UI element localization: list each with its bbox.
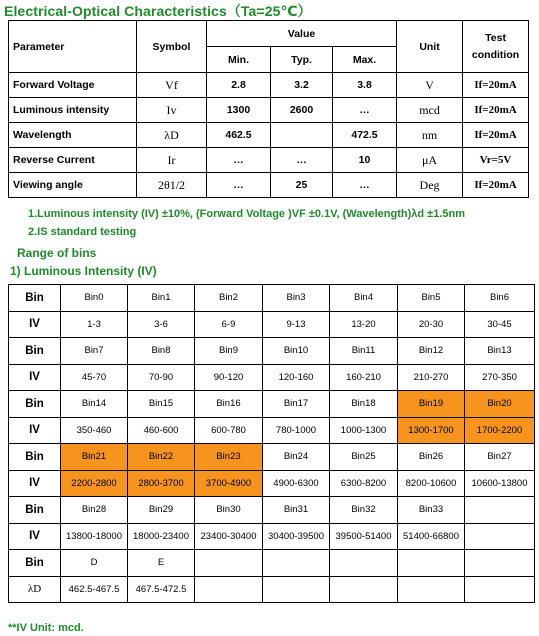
bins-row-label: IV [9, 470, 61, 497]
header-parameter: Parameter [9, 21, 137, 73]
bins-table-row [9, 417, 535, 444]
bins-cell: Bin15 [128, 391, 195, 418]
bins-cell: 30-45 [465, 311, 535, 338]
eo-cell-parameter: Luminous intensity [9, 98, 137, 123]
bins-cell: Bin20 [465, 391, 535, 418]
bins-cell: Bin26 [398, 444, 465, 471]
eo-table-body [9, 73, 529, 198]
bins-cell: 45-70 [61, 364, 128, 391]
bins-cell [263, 576, 330, 603]
header-value: Value [207, 21, 397, 47]
bins-cell: Bin9 [195, 338, 263, 365]
note-tolerance: 1.Luminous intensity (IV) ±10%, (Forward Voltage )VF ±0.1V, (Wavelength)λd ±1.5nm [28, 208, 466, 220]
range-of-bins-heading: Range of bins [17, 246, 97, 260]
bins-cell: 9-13 [263, 311, 330, 338]
eo-cell-max: … [333, 98, 397, 123]
bins-cell [195, 576, 263, 603]
bins-cell: Bin27 [465, 444, 535, 471]
bins-cell: 18000-23400 [128, 523, 195, 550]
bins-cell [465, 523, 535, 550]
header-unit: Unit [397, 21, 463, 73]
bins-table-row [9, 576, 535, 603]
bins-cell: Bin17 [263, 391, 330, 418]
bins-table-row [9, 523, 535, 550]
eo-table-row [9, 173, 529, 198]
bins-table-row [9, 550, 535, 577]
bins-cell [398, 576, 465, 603]
bins-cell: 4900-6300 [263, 470, 330, 497]
bins-cell: Bin12 [398, 338, 465, 365]
bins-cell [330, 550, 398, 577]
bins-cell: 600-780 [195, 417, 263, 444]
eo-cell-parameter: Wavelength [9, 123, 137, 148]
bins-cell: 20-30 [398, 311, 465, 338]
bins-cell: Bin28 [61, 497, 128, 524]
bins-cell: Bin4 [330, 285, 398, 312]
eo-cell-unit: Deg [397, 173, 463, 198]
bins-cell: Bin23 [195, 444, 263, 471]
bins-cell: 30400-39500 [263, 523, 330, 550]
bins-cell: Bin25 [330, 444, 398, 471]
bins-table-row [9, 364, 535, 391]
bins-cell: 462.5-467.5 [61, 576, 128, 603]
bins-cell: Bin10 [263, 338, 330, 365]
eo-cell-max: … [333, 173, 397, 198]
eo-table-row [9, 73, 529, 98]
bins-table-row [9, 444, 535, 471]
eo-cell-condition: If=20mA [463, 73, 529, 98]
bins-cell: 1-3 [61, 311, 128, 338]
bins-cell: Bin8 [128, 338, 195, 365]
eo-cell-condition: If=20mA [463, 173, 529, 198]
bins-cell: 1300-1700 [398, 417, 465, 444]
bins-cell: Bin22 [128, 444, 195, 471]
bins-cell: Bin1 [128, 285, 195, 312]
bins-cell: Bin0 [61, 285, 128, 312]
bins-cell: Bin21 [61, 444, 128, 471]
header-typ: Typ. [271, 47, 333, 73]
bins-cell: 8200-10600 [398, 470, 465, 497]
bins-row-label: Bin [9, 550, 61, 577]
bins-cell: Bin11 [330, 338, 398, 365]
bins-cell: 3-6 [128, 311, 195, 338]
bins-cell: 10600-13800 [465, 470, 535, 497]
bins-cell [465, 576, 535, 603]
bins-table-row [9, 285, 535, 312]
bins-cell: 6-9 [195, 311, 263, 338]
bins-table-row [9, 311, 535, 338]
bins-table-row [9, 391, 535, 418]
header-symbol: Symbol [137, 21, 207, 73]
eo-cell-max: 10 [333, 148, 397, 173]
eo-cell-unit: nm [397, 123, 463, 148]
electrical-optical-table [8, 20, 529, 198]
eo-cell-symbol: Vf [137, 73, 207, 98]
eo-cell-min: … [207, 148, 271, 173]
bins-cell: Bin2 [195, 285, 263, 312]
bins-cell: 1700-2200 [465, 417, 535, 444]
bins-table-row [9, 470, 535, 497]
bins-table-row [9, 338, 535, 365]
eo-cell-min: 462.5 [207, 123, 271, 148]
eo-cell-unit: mcd [397, 98, 463, 123]
bins-cell: 3700-4900 [195, 470, 263, 497]
bins-cell: Bin24 [263, 444, 330, 471]
header-test-condition: Test condition [463, 21, 529, 73]
bins-row-label: Bin [9, 497, 61, 524]
bins-cell: 51400-66800 [398, 523, 465, 550]
bins-row-label: IV [9, 364, 61, 391]
bins-cell: 90-120 [195, 364, 263, 391]
eo-cell-parameter: Forward Voltage [9, 73, 137, 98]
eo-cell-unit: V [397, 73, 463, 98]
bins-row-label: λD [9, 576, 61, 603]
bins-cell: Bin14 [61, 391, 128, 418]
eo-cell-min: … [207, 173, 271, 198]
bins-cell: Bin7 [61, 338, 128, 365]
eo-cell-parameter: Reverse Current [9, 148, 137, 173]
bins-cell: 210-270 [398, 364, 465, 391]
bins-cell: 780-1000 [263, 417, 330, 444]
bins-row-label: Bin [9, 391, 61, 418]
bins-row-label: Bin [9, 444, 61, 471]
bins-cell [465, 497, 535, 524]
bins-cell: Bin33 [398, 497, 465, 524]
bins-cell: Bin31 [263, 497, 330, 524]
bins-cell: Bin18 [330, 391, 398, 418]
bins-cell: Bin6 [465, 285, 535, 312]
eo-cell-symbol: Iv [137, 98, 207, 123]
eo-cell-condition: Vr=5V [463, 148, 529, 173]
luminous-intensity-heading: 1) Luminous Intensity (IV) [10, 264, 157, 278]
eo-table-row [9, 98, 529, 123]
bins-row-label: Bin [9, 338, 61, 365]
bins-cell: Bin3 [263, 285, 330, 312]
bins-cell: 160-210 [330, 364, 398, 391]
bins-cell: 13-20 [330, 311, 398, 338]
eo-cell-typ: … [271, 148, 333, 173]
eo-cell-condition: If=20mA [463, 123, 529, 148]
bins-cell: D [61, 550, 128, 577]
bins-cell: 1000-1300 [330, 417, 398, 444]
bins-cell: 2200-2800 [61, 470, 128, 497]
eo-cell-symbol: Ir [137, 148, 207, 173]
bins-cell [195, 550, 263, 577]
bins-cell: Bin16 [195, 391, 263, 418]
eo-cell-typ [271, 123, 333, 148]
bins-cell [263, 550, 330, 577]
bins-cell: 350-460 [61, 417, 128, 444]
eo-cell-min: 2.8 [207, 73, 271, 98]
header-min: Min. [207, 47, 271, 73]
eo-cell-min: 1300 [207, 98, 271, 123]
header-max: Max. [333, 47, 397, 73]
bins-table-body [9, 285, 535, 603]
page-title: Electrical-Optical Characteristics（Ta=25℃） [4, 3, 312, 19]
bins-cell: Bin19 [398, 391, 465, 418]
bins-cell: 460-600 [128, 417, 195, 444]
bins-table [8, 284, 535, 603]
bins-cell: 13800-18000 [61, 523, 128, 550]
eo-cell-max: 3.8 [333, 73, 397, 98]
eo-cell-typ: 3.2 [271, 73, 333, 98]
bins-cell: Bin30 [195, 497, 263, 524]
eo-cell-max: 472.5 [333, 123, 397, 148]
bins-row-label: IV [9, 523, 61, 550]
bins-cell: Bin5 [398, 285, 465, 312]
bins-row-label: IV [9, 311, 61, 338]
eo-cell-unit: μA [397, 148, 463, 173]
bins-cell: 2800-3700 [128, 470, 195, 497]
eo-table-row [9, 148, 529, 173]
bins-cell: Bin29 [128, 497, 195, 524]
eo-cell-typ: 25 [271, 173, 333, 198]
bins-cell [330, 576, 398, 603]
eo-cell-parameter: Viewing angle [9, 173, 137, 198]
eo-cell-typ: 2600 [271, 98, 333, 123]
bins-cell: 270-350 [465, 364, 535, 391]
bins-row-label: Bin [9, 285, 61, 312]
bins-cell [398, 550, 465, 577]
eo-table-row [9, 123, 529, 148]
bins-cell [465, 550, 535, 577]
bins-cell: Bin32 [330, 497, 398, 524]
bins-cell: 23400-30400 [195, 523, 263, 550]
bins-cell: 70-90 [128, 364, 195, 391]
eo-cell-symbol: 2θ1/2 [137, 173, 207, 198]
bins-cell: E [128, 550, 195, 577]
eo-cell-condition: If=20mA [463, 98, 529, 123]
eo-cell-symbol: λD [137, 123, 207, 148]
bins-table-row [9, 497, 535, 524]
bins-cell: 39500-51400 [330, 523, 398, 550]
bins-row-label: IV [9, 417, 61, 444]
bins-cell: Bin13 [465, 338, 535, 365]
bins-cell: 120-160 [263, 364, 330, 391]
bins-cell: 467.5-472.5 [128, 576, 195, 603]
note-standard: 2.IS standard testing [28, 226, 137, 238]
bins-cell: 6300-8200 [330, 470, 398, 497]
iv-unit-footnote: **IV Unit: mcd. [8, 622, 84, 634]
